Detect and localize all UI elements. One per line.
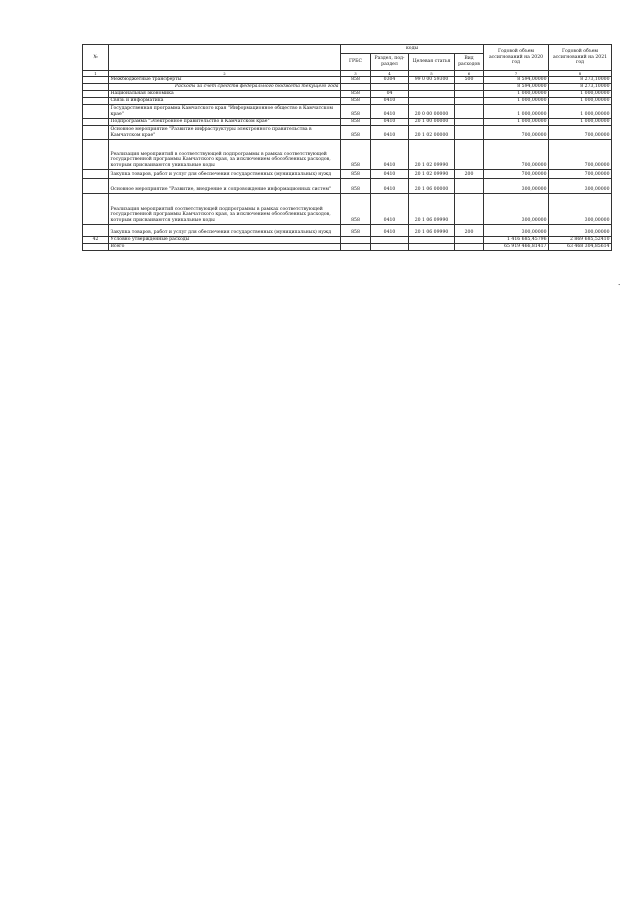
row-target: 20 1 02 09990	[409, 139, 455, 169]
row-grbs: 858	[341, 169, 371, 178]
row-value-2021: 300,00000	[549, 178, 612, 193]
row-num	[83, 224, 109, 236]
row-num	[83, 169, 109, 178]
row-grbs: 858	[341, 224, 371, 236]
row-num	[83, 97, 109, 104]
row-value-2021: 700,00000	[549, 139, 612, 169]
row-razdel: 0410	[371, 193, 409, 224]
row-value-2020: 700,00000	[484, 125, 549, 139]
row-target	[409, 243, 455, 250]
row-razdel: 0410	[371, 97, 409, 104]
row-vid	[455, 178, 484, 193]
row-value-2020: 1 000,00000	[484, 104, 549, 118]
table-row	[83, 125, 612, 139]
row-value-2020: 1 000,00000	[484, 97, 549, 104]
row-vid	[455, 236, 484, 243]
row-razdel: 0410	[371, 139, 409, 169]
table-row	[83, 169, 612, 178]
table-row	[83, 243, 612, 250]
row-name: Расходы за счет средств федерального бюджета текущего года	[109, 84, 341, 91]
row-vid: 200	[455, 169, 484, 178]
row-name: Реализация мероприятий соответствующей подпрограммы в рамках соответствующей государственной программы Камчатского края, за исключением обособленных расходов, которым присваиваются уникальные коды	[109, 193, 341, 224]
row-num	[83, 178, 109, 193]
row-vid: 200	[455, 224, 484, 236]
table-body	[83, 77, 612, 251]
row-target	[409, 84, 455, 91]
row-value-2021: 2 869 685,52410	[549, 236, 612, 243]
row-value-2020: 700,00000	[484, 169, 549, 178]
row-value-2020: 300,00000	[484, 193, 549, 224]
row-razdel: 0410	[371, 224, 409, 236]
row-name: Межбюджетные трансферты	[109, 77, 341, 84]
row-razdel: 0410	[371, 104, 409, 118]
row-value-2020: 1 000,00000	[484, 118, 549, 125]
row-num	[83, 243, 109, 250]
table-row	[83, 97, 612, 104]
row-target: 99 0 00 59300	[409, 77, 455, 84]
row-grbs	[341, 243, 371, 250]
row-target: 20 1 02 09990	[409, 169, 455, 178]
header-vol-2021: Годовой объем ассигнований на 2021 год	[549, 45, 612, 71]
row-value-2020: 8 594,00000	[484, 84, 549, 91]
row-vid	[455, 125, 484, 139]
row-vid	[455, 84, 484, 91]
col-index: 7	[484, 71, 549, 77]
row-num	[83, 104, 109, 118]
header-codes: коды	[341, 45, 484, 54]
header-vid: Вид расходов	[455, 54, 484, 71]
row-vid	[455, 118, 484, 125]
row-vid	[455, 139, 484, 169]
header-grbs: ГРБС	[341, 54, 371, 71]
row-target: 20 1 06 09990	[409, 193, 455, 224]
col-index: 1	[83, 71, 109, 77]
row-razdel: 0410	[371, 125, 409, 139]
row-vid	[455, 104, 484, 118]
row-grbs: 858	[341, 125, 371, 139]
row-target: 20 1 06 00000	[409, 178, 455, 193]
row-num	[83, 125, 109, 139]
col-index: 8	[549, 71, 612, 77]
row-value-2020: 8 594,00000	[484, 77, 549, 84]
header-num: №	[83, 45, 109, 71]
row-razdel: 0304	[371, 77, 409, 84]
row-razdel: 04	[371, 90, 409, 97]
row-num	[83, 90, 109, 97]
header-vol-2020: Годовой объем ассигнований на 2020 год	[484, 45, 549, 71]
row-value-2021: 1 000,00000	[549, 97, 612, 104]
row-target	[409, 236, 455, 243]
table-row	[83, 84, 612, 91]
row-razdel: 0410	[371, 118, 409, 125]
row-target	[409, 97, 455, 104]
row-grbs	[341, 84, 371, 91]
col-index: 5	[409, 71, 455, 77]
row-razdel	[371, 236, 409, 243]
row-num: 42	[83, 236, 109, 243]
header-razdel: Раздел, под-раздел	[371, 54, 409, 71]
row-vid	[455, 193, 484, 224]
row-value-2020: 65 919 466,81417	[484, 243, 549, 250]
row-name: Национальная экономика	[109, 90, 341, 97]
col-index: 4	[371, 71, 409, 77]
row-grbs: 858	[341, 77, 371, 84]
row-value-2020: 1 416 685,45796	[484, 236, 549, 243]
row-razdel: 0410	[371, 169, 409, 178]
row-target	[409, 90, 455, 97]
row-vid	[455, 97, 484, 104]
table-row	[83, 77, 612, 84]
row-grbs: 858	[341, 178, 371, 193]
row-name: Основное мероприятие "Развитие инфраструктуры электронного правительства в Камчатском крае"	[109, 125, 341, 139]
row-num	[83, 139, 109, 169]
row-value-2021: 8 273,10000	[549, 84, 612, 91]
row-grbs: 858	[341, 104, 371, 118]
row-grbs: 858	[341, 139, 371, 169]
row-vid	[455, 90, 484, 97]
row-name: Государственная программа Камчатского края "Информационное общество в Камчатском крае"	[109, 104, 341, 118]
row-value-2021: 1 000,00000	[549, 118, 612, 125]
row-vid: 500	[455, 77, 484, 84]
row-target: 20 1 02 00000	[409, 125, 455, 139]
row-target: 20 1 00 00000	[409, 118, 455, 125]
table-row	[83, 224, 612, 236]
row-value-2021: 1 000,00000	[549, 104, 612, 118]
row-num	[83, 193, 109, 224]
row-value-2020: 300,00000	[484, 224, 549, 236]
row-name: Связь и информатика	[109, 97, 341, 104]
col-index: 6	[455, 71, 484, 77]
page-mark: •	[618, 282, 621, 287]
table-row	[83, 118, 612, 125]
row-value-2021: 700,00000	[549, 125, 612, 139]
row-razdel	[371, 243, 409, 250]
table-row	[83, 104, 612, 118]
row-name: Условно утвержденные расходы	[109, 236, 341, 243]
budget-table	[82, 44, 612, 251]
row-name: Закупка товаров, работ и услуг для обеспечения государственных (муниципальных) нужд	[109, 169, 341, 178]
row-grbs: 858	[341, 90, 371, 97]
table-row	[83, 193, 612, 224]
row-value-2020: 700,00000	[484, 139, 549, 169]
row-name: Основное мероприятие "Развитие, внедрение и сопровождение информационных систем"	[109, 178, 341, 193]
row-name: Всего	[109, 243, 341, 250]
row-value-2021: 1 000,00000	[549, 90, 612, 97]
row-num	[83, 118, 109, 125]
row-grbs: 858	[341, 118, 371, 125]
row-value-2020: 300,00000	[484, 178, 549, 193]
row-num	[83, 84, 109, 91]
row-value-2021: 8 273,10000	[549, 77, 612, 84]
table-row	[83, 90, 612, 97]
row-grbs: 858	[341, 97, 371, 104]
col-index: 2	[109, 71, 341, 77]
row-value-2021: 300,00000	[549, 193, 612, 224]
header-name	[109, 45, 341, 71]
row-name: Закупка товаров, работ и услуг для обеспечения государственных (муниципальных) нужд	[109, 224, 341, 236]
row-value-2020: 1 000,00000	[484, 90, 549, 97]
row-name: Подпрограмма "Электронное правительство в Камчатском крае"	[109, 118, 341, 125]
row-grbs: 858	[341, 193, 371, 224]
row-razdel: 0410	[371, 178, 409, 193]
row-value-2021: 63 468 304,85614	[549, 243, 612, 250]
col-index: 3	[341, 71, 371, 77]
row-target: 20 1 06 09990	[409, 224, 455, 236]
header-target: Целевая статья	[409, 54, 455, 71]
row-value-2021: 300,00000	[549, 224, 612, 236]
row-grbs	[341, 236, 371, 243]
table-row	[83, 178, 612, 193]
row-razdel	[371, 84, 409, 91]
table-row	[83, 236, 612, 243]
row-num	[83, 77, 109, 84]
row-target: 20 0 00 00000	[409, 104, 455, 118]
row-value-2021: 700,00000	[549, 169, 612, 178]
row-vid	[455, 243, 484, 250]
table-row	[83, 139, 612, 169]
row-name: Реализация мероприятий в соответствующей подпрограммы в рамках соответствующей государственной программы Камчатского края, за исключением обособленных расходов, которым присваиваются уникальные коды	[109, 139, 341, 169]
